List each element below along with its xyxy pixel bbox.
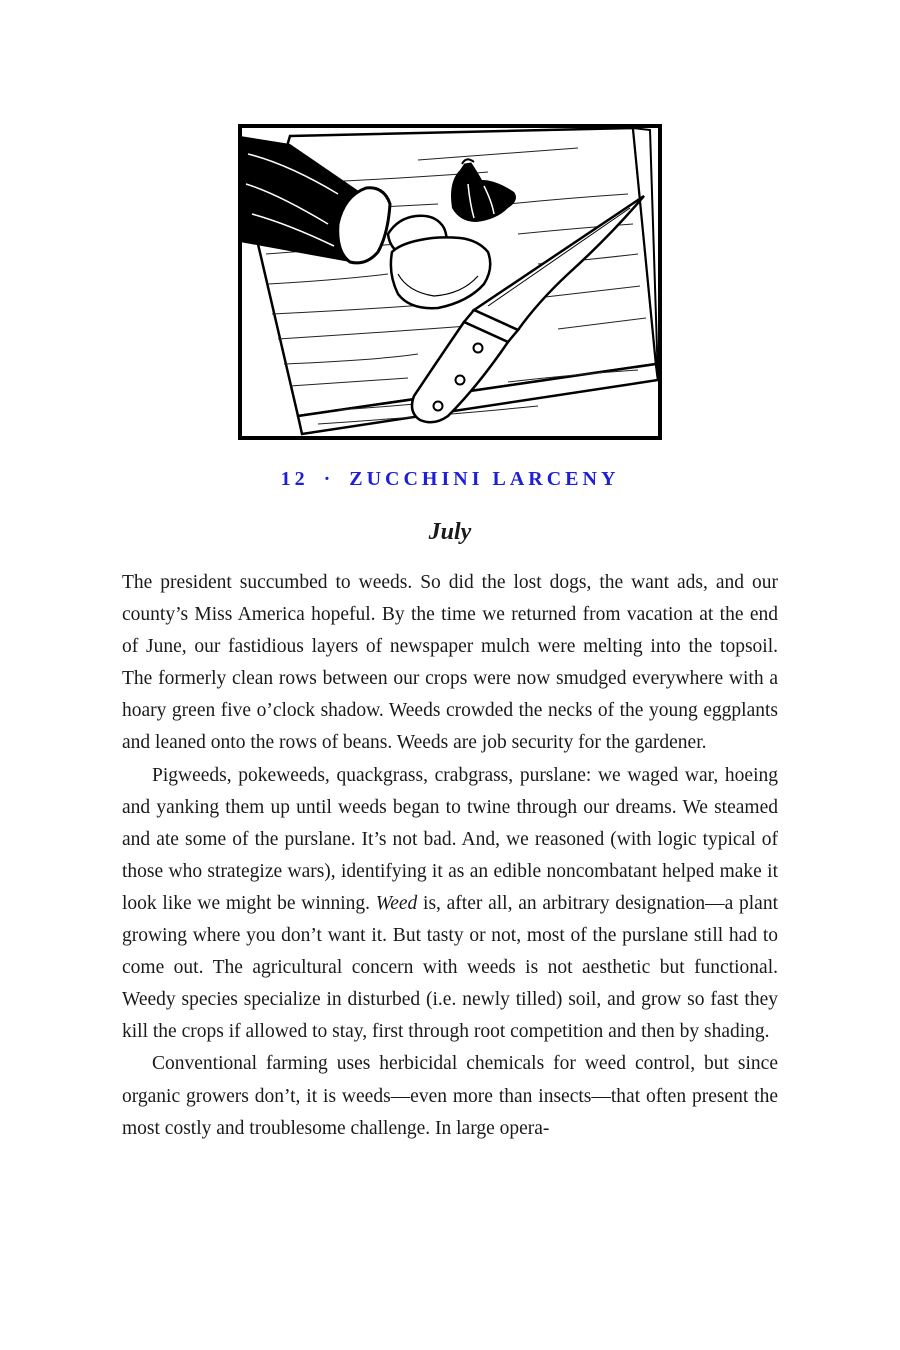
paragraph-2-part-1: Pigweeds, pokeweeds, quackgrass, crabgrass, purslane: we waged war, hoeing and yanking them up until weeds began to twine through our dreams. We steamed and ate some of the purslane. It’s not bad. And, we reasoned (with logic typical of those who strategize wars), identifying it as an edible noncombatant helped make it look like we might be winning. [122,764,778,914]
chapter-separator: · [323,468,335,490]
chapter-number: 12 [280,468,309,490]
paragraph-3: Conventional farming uses herbicidal chemicals for weed control, but since organic growers don’t, it is weeds—even more than insects—that often present the most costly and troublesome challenge. In large opera- [122,1053,778,1139]
paragraph-2-italic-term: Weed [375,892,418,914]
cutting-board-zucchini-knife-illustration [238,124,662,440]
chapter-title: ZUCCHINI LARCENY [349,468,620,490]
body-text [122,567,778,1145]
paragraph-2 [122,760,778,1049]
paragraph-2-part-2: is, after all, an arbitrary designation—a plant growing where you don’t want it. But tasty or not, most of the purslane still had to come out. The agricultural concern with weeds is not aesthetic but functional. Weedy species specialize in disturbed (i.e. newly tilled) soil, and grow so fast they kill the crops if allowed to stay, first through root competition and then by shading. [122,892,778,1043]
chapter-month: July [428,519,472,545]
paragraph-1: The president succumbed to weeds. So did the lost dogs, the want ads, and our county’s Miss America hopeful. By the time we returned from vacation at the end of June, our fastidious layers of newspaper mulch were melting into the topsoil. The formerly clean rows between our crops were now smudged everywhere with a hoary green five o’clock shadow. Weeds crowded the necks of the young eggplants and leaned onto the rows of beans. Weeds are job security for the gardener. [122,572,778,754]
chapter-illustration [238,124,662,440]
chapter-heading [0,468,900,491]
